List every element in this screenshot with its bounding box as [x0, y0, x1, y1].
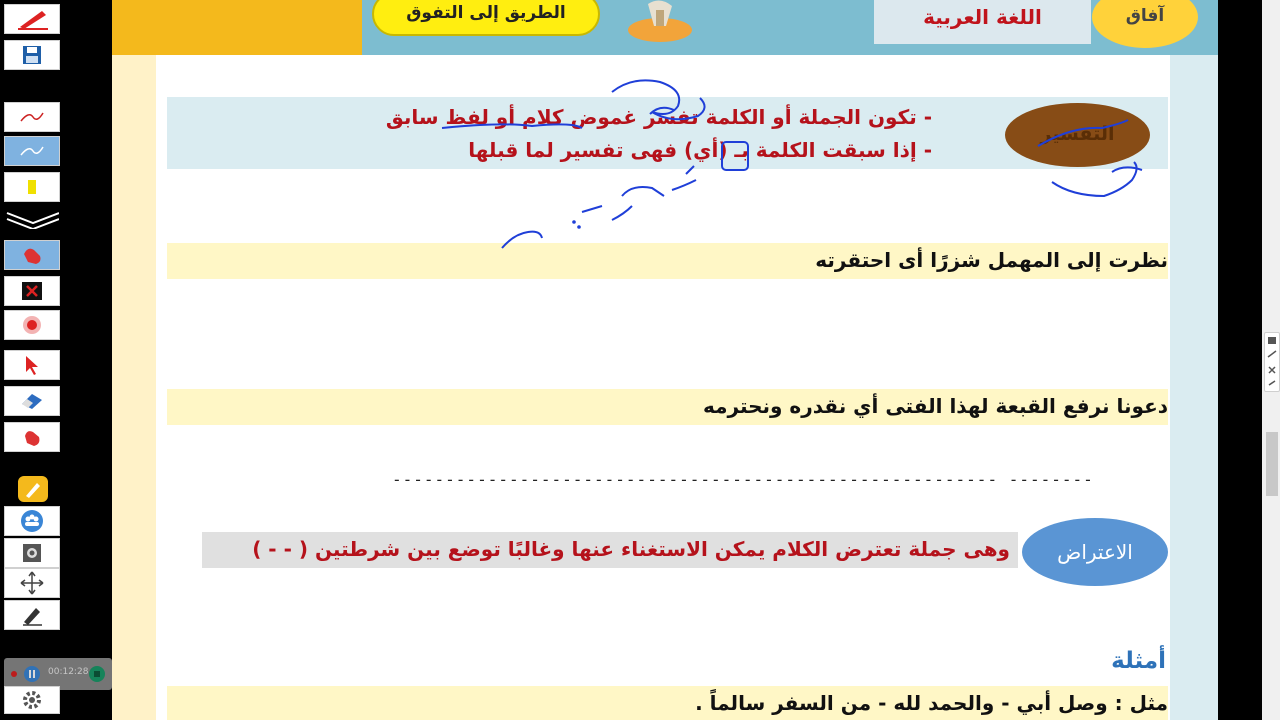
pointer-tool[interactable] [4, 350, 60, 380]
left-margin-strip [112, 55, 156, 720]
mini-tools-icon [1265, 333, 1279, 391]
tafsir-badge-label: التفسير [1040, 123, 1115, 145]
camera-icon [21, 542, 43, 564]
move-arrows-icon [19, 570, 45, 596]
people-tool[interactable] [4, 506, 60, 536]
save-tool[interactable] [4, 40, 60, 70]
right-margin-strip [1170, 55, 1218, 720]
pen-tool[interactable] [4, 4, 60, 34]
hand-icon [20, 244, 44, 266]
curve-tool[interactable] [4, 136, 60, 166]
header-left-panel [112, 0, 362, 55]
floppy-disk-icon [21, 44, 43, 66]
hand-tool[interactable] [4, 240, 60, 270]
iatirad-definition-band [202, 532, 1018, 568]
eraser-icon [19, 391, 45, 411]
tafsir-badge [1005, 103, 1150, 167]
close-icon [21, 281, 43, 301]
cursor-icon [22, 354, 42, 376]
trophy-logo-icon [620, 0, 700, 44]
camera-tool[interactable] [4, 538, 60, 568]
close-tool[interactable] [4, 276, 60, 306]
record-tool[interactable] [4, 310, 60, 340]
section-divider: --------------------------------------------------------- -------- [392, 470, 1094, 489]
example-1-band [167, 243, 1168, 279]
record-icon [21, 314, 43, 336]
people-icon [20, 509, 44, 533]
iatirad-badge: الاعتراض [1022, 518, 1168, 586]
example-2-band [167, 389, 1168, 425]
brand-logo: آفاق [1092, 0, 1198, 48]
eraser-tool[interactable] [4, 386, 60, 416]
example-3-text: مثل : وصل أبي - والحمد لله - من السفر سالماً . [695, 691, 1168, 715]
chevron-down-icon [5, 209, 59, 229]
example-2-text: دعونا نرفع القبعة لهذا الفتى أي نقدره ونحترمه [703, 394, 1168, 418]
collapse-tool[interactable] [4, 208, 60, 230]
example-3-band [167, 686, 1168, 720]
subject-title: اللغة العربية [874, 0, 1091, 44]
record-indicator-icon [10, 665, 44, 683]
line-tool[interactable] [4, 102, 60, 132]
iatirad-definition: وهى جملة تعترض الكلام يمكن الاستغناء عنها وغالبًا توضع بين شرطتين ( - - ) [252, 537, 1010, 561]
marker-icon [23, 479, 43, 499]
pen-icon [12, 7, 52, 31]
grab-hand-icon [20, 426, 44, 448]
curve-icon [17, 141, 47, 161]
motto-banner: الطريق إلى التفوق [372, 0, 600, 36]
annotation-toolbar [0, 0, 89, 720]
grab-tool[interactable] [4, 422, 60, 452]
pencil-icon [20, 604, 44, 626]
side-mini-panel[interactable] [1264, 332, 1280, 392]
definition-line-1: - تكون الجملة أو الكلمة تفسر غموض كلام أو لفظ سابق [385, 105, 932, 129]
settings-tool[interactable] [4, 686, 60, 714]
scrollbar-thumb[interactable] [1266, 432, 1278, 496]
lesson-slide [112, 0, 1218, 720]
gear-icon [21, 689, 43, 711]
stop-record-icon[interactable] [88, 665, 106, 683]
recording-time: 00:12:28 [48, 667, 89, 677]
edit-tool[interactable] [4, 600, 60, 630]
move-tool[interactable] [4, 568, 60, 598]
highlighter-icon [27, 179, 37, 195]
example-1-text: نظرت إلى المهمل شزرًا أى احتقرته [815, 248, 1168, 272]
line-icon [17, 107, 47, 127]
highlight-marker-tool[interactable] [18, 476, 48, 502]
definition-line-2: - إذا سبقت الكلمة بـ (أي) فهى تفسير لما قبلها [468, 138, 932, 162]
highlighter-tool[interactable] [4, 172, 60, 202]
examples-heading: أمثلة [1111, 648, 1166, 674]
